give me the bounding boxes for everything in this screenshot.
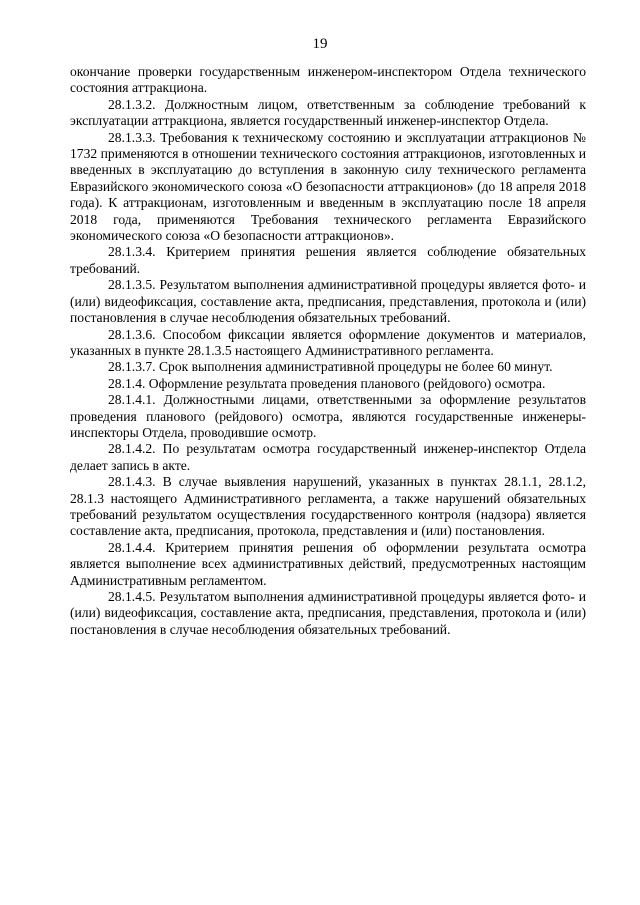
- paragraph-28-1-4-2: 28.1.4.2. По результатам осмотра государственный инженер-инспектор Отдела делает запись в акте.: [70, 441, 586, 473]
- paragraph-28-1-4: 28.1.4. Оформление результата проведения планового (рейдового) осмотра.: [108, 375, 546, 391]
- paragraph-28-1-3-2: 28.1.3.2. Должностным лицом, ответственным за соблюдение требований к эксплуатации аттракциона, является государственный инженер-инспектор Отдела.: [70, 96, 586, 129]
- paragraph-28-1-3-6: 28.1.3.6. Способом фиксации является оформление документов и материалов, указанных в пункте 28.1.3.5 настоящего Административного регламента.: [70, 326, 586, 358]
- paragraph-28-1-4-4: 28.1.4.4. Критерием принятия решения об оформлении результата осмотра является выполнение всех административных действий, предусмотренных настоящим Административным регламентом.: [70, 539, 586, 588]
- paragraph-28-1-3-4: 28.1.3.4. Критерием принятия решения является соблюдение обязательных требований.: [70, 244, 586, 276]
- paragraph-28-1-3-3: 28.1.3.3. Требования к техническому состоянию и эксплуатации аттракционов № 1732 применяются в отношении технического состояния аттракционов, изготовленных и введенных в эксплуатацию до вступления в законную силу технического регламента Евразийского экономического союза «О безопасности аттракционов» (до 18 апреля 2018 года). К аттракционам, изготовленным и введенным в эксплуатацию после 18 апреля 2018 года, применяются Требования технического регламента Евразийского экономического союза «О безопасности аттракционов».: [70, 129, 586, 244]
- paragraph-continuation: окончание проверки государственным инженером-инспектором Отдела технического состояния аттракциона.: [70, 64, 586, 96]
- paragraph-28-1-4-1: 28.1.4.1. Должностными лицами, ответственными за оформление результатов проведения планового (рейдового) осмотра, являются государственные инженеры-инспекторы Отдела, проводившие осмотр.: [70, 392, 586, 440]
- document-body: [70, 64, 586, 638]
- paragraph-28-1-4-3: 28.1.4.3. В случае выявления нарушений, указанных в пунктах 28.1.1, 28.1.2, 28.1.3 настоящего Административного регламента, а также нарушений обязательных требований результатом осуществления государственного контроля (надзора) является составление акта, предписания, протокола, представления и (или) постановления.: [70, 474, 586, 539]
- page-number: 19: [312, 36, 328, 52]
- paragraph-28-1-4-5: 28.1.4.5. Результатом выполнения административной процедуры является фото- и (или) видеофиксация, составление акта, предписания, представления, протокола и (или) постановления в случае несоблюдения обязательных требований.: [70, 589, 586, 637]
- paragraph-28-1-3-7: 28.1.3.7. Срок выполнения административной процедуры не более 60 минут.: [108, 359, 553, 375]
- paragraph-28-1-3-5: 28.1.3.5. Результатом выполнения административной процедуры является фото- и (или) видеофиксация, составление акта, предписания, представления, протокола и (или) постановления в случае несоблюдения обязательных требований.: [70, 277, 586, 326]
